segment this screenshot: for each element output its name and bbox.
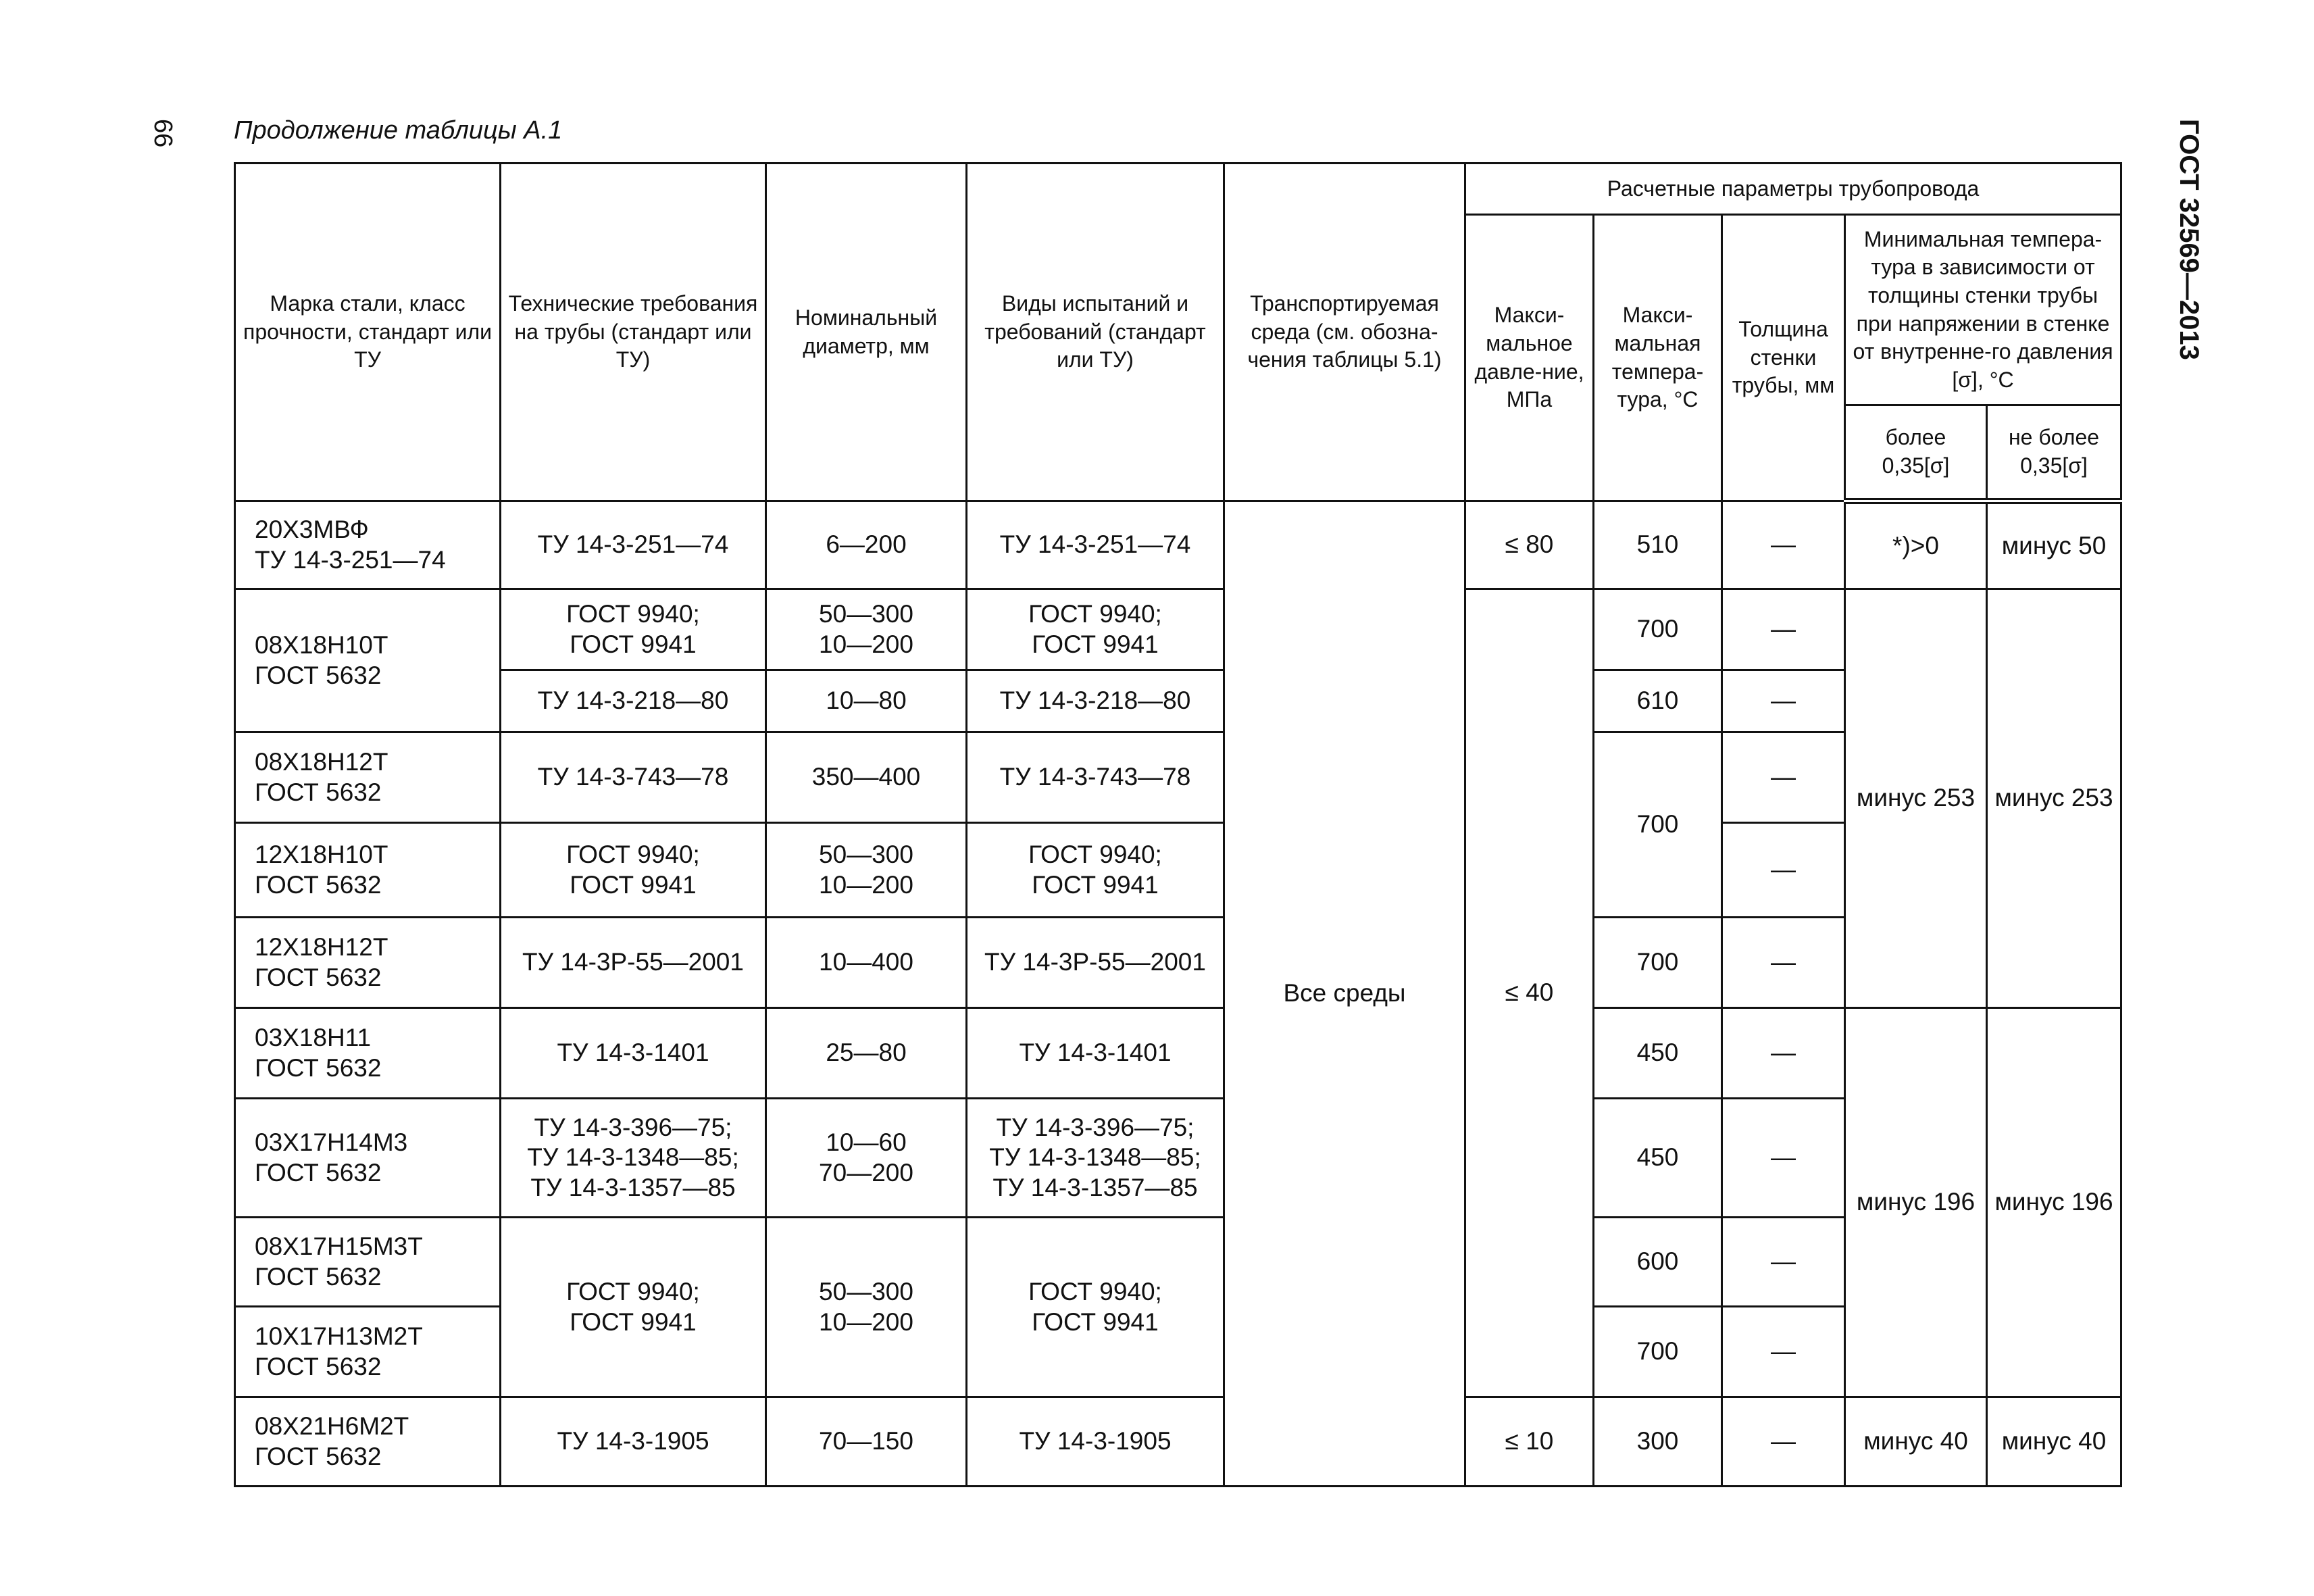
cell-tech: ГОСТ 9940; ГОСТ 9941 <box>501 823 766 918</box>
cell-diameter: 50—300 10—200 <box>766 1218 967 1397</box>
cell-min-notmore: минус 50 <box>1987 501 2121 589</box>
cell-diameter: 50—300 10—200 <box>766 823 967 918</box>
cell-medium-all: Все среды <box>1224 501 1465 1487</box>
table-caption: Продолжение таблицы А.1 <box>234 116 563 145</box>
cell-tests: ГОСТ 9940; ГОСТ 9941 <box>967 823 1224 918</box>
cell-tests: ТУ 14-3-251—74 <box>967 501 1224 589</box>
cell-temp: 700 <box>1594 1307 1722 1397</box>
cell-tech: ТУ 14-3Р-55—2001 <box>501 918 766 1008</box>
cell-steel: 08Х21Н6М2Т ГОСТ 5632 <box>235 1397 501 1487</box>
cell-tech: ТУ 14-3-251—74 <box>501 501 766 589</box>
header-nominal-diameter: Номинальный диаметр, мм <box>766 164 967 501</box>
cell-tech: ТУ 14-3-1401 <box>501 1008 766 1099</box>
cell-min-more: минус 40 <box>1845 1397 1987 1487</box>
standard-designation: ГОСТ 32569—2013 <box>2174 119 2204 360</box>
header-tests: Виды испытаний и требований (стандарт или ТУ) <box>967 164 1224 501</box>
cell-thickness: — <box>1722 670 1845 732</box>
table-row <box>235 670 2121 732</box>
cell-thickness: — <box>1722 1099 1845 1218</box>
cell-temp: 510 <box>1594 501 1722 589</box>
table-row <box>235 823 2121 918</box>
cell-min-notmore-196: минус 196 <box>1987 1008 2121 1397</box>
cell-steel: 08Х18Н10Т ГОСТ 5632 <box>235 589 501 732</box>
cell-tech: ТУ 14-3-743—78 <box>501 732 766 823</box>
page-number: 66 <box>149 119 177 148</box>
table-row <box>235 589 2121 670</box>
table-row <box>235 1218 2121 1307</box>
cell-diameter: 70—150 <box>766 1397 967 1487</box>
cell-thickness: — <box>1722 501 1845 589</box>
header-max-temperature: Макси-мальная темпера-тура, °С <box>1594 215 1722 501</box>
cell-diameter: 50—300 10—200 <box>766 589 967 670</box>
cell-diameter: 350—400 <box>766 732 967 823</box>
cell-diameter: 6—200 <box>766 501 967 589</box>
cell-temp: 700 <box>1594 918 1722 1008</box>
table-row <box>235 918 2121 1008</box>
cell-steel: 20Х3МВФ ТУ 14-3-251—74 <box>235 501 501 589</box>
cell-tests: ГОСТ 9940; ГОСТ 9941 <box>967 1218 1224 1397</box>
header-tech-requirements: Технические требования на трубы (стандарт или ТУ) <box>501 164 766 501</box>
steel-pipes-table <box>234 162 2122 1487</box>
cell-thickness: — <box>1722 918 1845 1008</box>
cell-steel: 12Х18Н12Т ГОСТ 5632 <box>235 918 501 1008</box>
cell-steel: 08Х17Н15М3Т ГОСТ 5632 <box>235 1218 501 1307</box>
cell-min-more-196: минус 196 <box>1845 1008 1987 1397</box>
cell-pressure-group: ≤ 40 <box>1465 589 1594 1397</box>
cell-temp: 450 <box>1594 1099 1722 1218</box>
cell-pressure: ≤ 80 <box>1465 501 1594 589</box>
cell-steel: 10Х17Н13М2Т ГОСТ 5632 <box>235 1307 501 1397</box>
cell-tests: ТУ 14-3Р-55—2001 <box>967 918 1224 1008</box>
cell-tech: ГОСТ 9940; ГОСТ 9941 <box>501 589 766 670</box>
cell-tests: ТУ 14-3-1905 <box>967 1397 1224 1487</box>
cell-steel: 03Х18Н11 ГОСТ 5632 <box>235 1008 501 1099</box>
header-steel-grade: Марка стали, класс прочности, стандарт или ТУ <box>235 164 501 501</box>
header-calc-params: Расчетные параметры трубопровода <box>1465 164 2121 215</box>
header-min-temperature: Минимальная темпера-тура в зависимости от толщины стенки трубы при напряжении в стенке от внутренне-го давления [σ], °С <box>1845 215 2121 405</box>
cell-thickness: — <box>1722 1397 1845 1487</box>
header-more-than: более 0,35[σ] <box>1845 405 1987 501</box>
cell-thickness: — <box>1722 1008 1845 1099</box>
cell-tech: ТУ 14-3-218—80 <box>501 670 766 732</box>
cell-tech: ТУ 14-3-396—75; ТУ 14-3-1348—85; ТУ 14-3-1357—85 <box>501 1099 766 1218</box>
cell-tests: ТУ 14-3-218—80 <box>967 670 1224 732</box>
table-row <box>235 732 2121 823</box>
cell-steel: 08Х18Н12Т ГОСТ 5632 <box>235 732 501 823</box>
cell-temp: 600 <box>1594 1218 1722 1307</box>
cell-temp: 300 <box>1594 1397 1722 1487</box>
cell-tests: ТУ 14-3-1401 <box>967 1008 1224 1099</box>
table-row <box>235 501 2121 589</box>
cell-steel: 03Х17Н14М3 ГОСТ 5632 <box>235 1099 501 1218</box>
cell-diameter: 10—80 <box>766 670 967 732</box>
table-row <box>235 1099 2121 1218</box>
cell-temp: 450 <box>1594 1008 1722 1099</box>
cell-temp: 700 <box>1594 589 1722 670</box>
cell-diameter: 25—80 <box>766 1008 967 1099</box>
header-medium: Транспортируемая среда (см. обозна-чения таблицы 5.1) <box>1224 164 1465 501</box>
cell-thickness: — <box>1722 732 1845 823</box>
cell-thickness: — <box>1722 1218 1845 1307</box>
cell-temp: 610 <box>1594 670 1722 732</box>
cell-thickness: — <box>1722 589 1845 670</box>
cell-min-notmore: минус 40 <box>1987 1397 2121 1487</box>
header-max-pressure: Макси-мальное давле-ние, МПа <box>1465 215 1594 501</box>
cell-tech: ГОСТ 9940; ГОСТ 9941 <box>501 1218 766 1397</box>
cell-steel: 12Х18Н10Т ГОСТ 5632 <box>235 823 501 918</box>
header-wall-thickness: Толщина стенки трубы, мм <box>1722 215 1845 501</box>
cell-thickness: — <box>1722 1307 1845 1397</box>
cell-min-notmore-253: минус 253 <box>1987 589 2121 1008</box>
cell-tests: ГОСТ 9940; ГОСТ 9941 <box>967 589 1224 670</box>
cell-tech: ТУ 14-3-1905 <box>501 1397 766 1487</box>
cell-diameter: 10—400 <box>766 918 967 1008</box>
cell-min-more: *)>0 <box>1845 501 1987 589</box>
cell-temp-group-700: 700 <box>1594 732 1722 918</box>
cell-diameter: 10—60 70—200 <box>766 1099 967 1218</box>
table-row <box>235 1397 2121 1487</box>
cell-tests: ТУ 14-3-743—78 <box>967 732 1224 823</box>
cell-pressure: ≤ 10 <box>1465 1397 1594 1487</box>
header-not-more-than: не более 0,35[σ] <box>1987 405 2121 501</box>
cell-tests: ТУ 14-3-396—75; ТУ 14-3-1348—85; ТУ 14-3-1357—85 <box>967 1099 1224 1218</box>
cell-thickness: — <box>1722 823 1845 918</box>
cell-min-more-253: минус 253 <box>1845 589 1987 1008</box>
table-row <box>235 1008 2121 1099</box>
